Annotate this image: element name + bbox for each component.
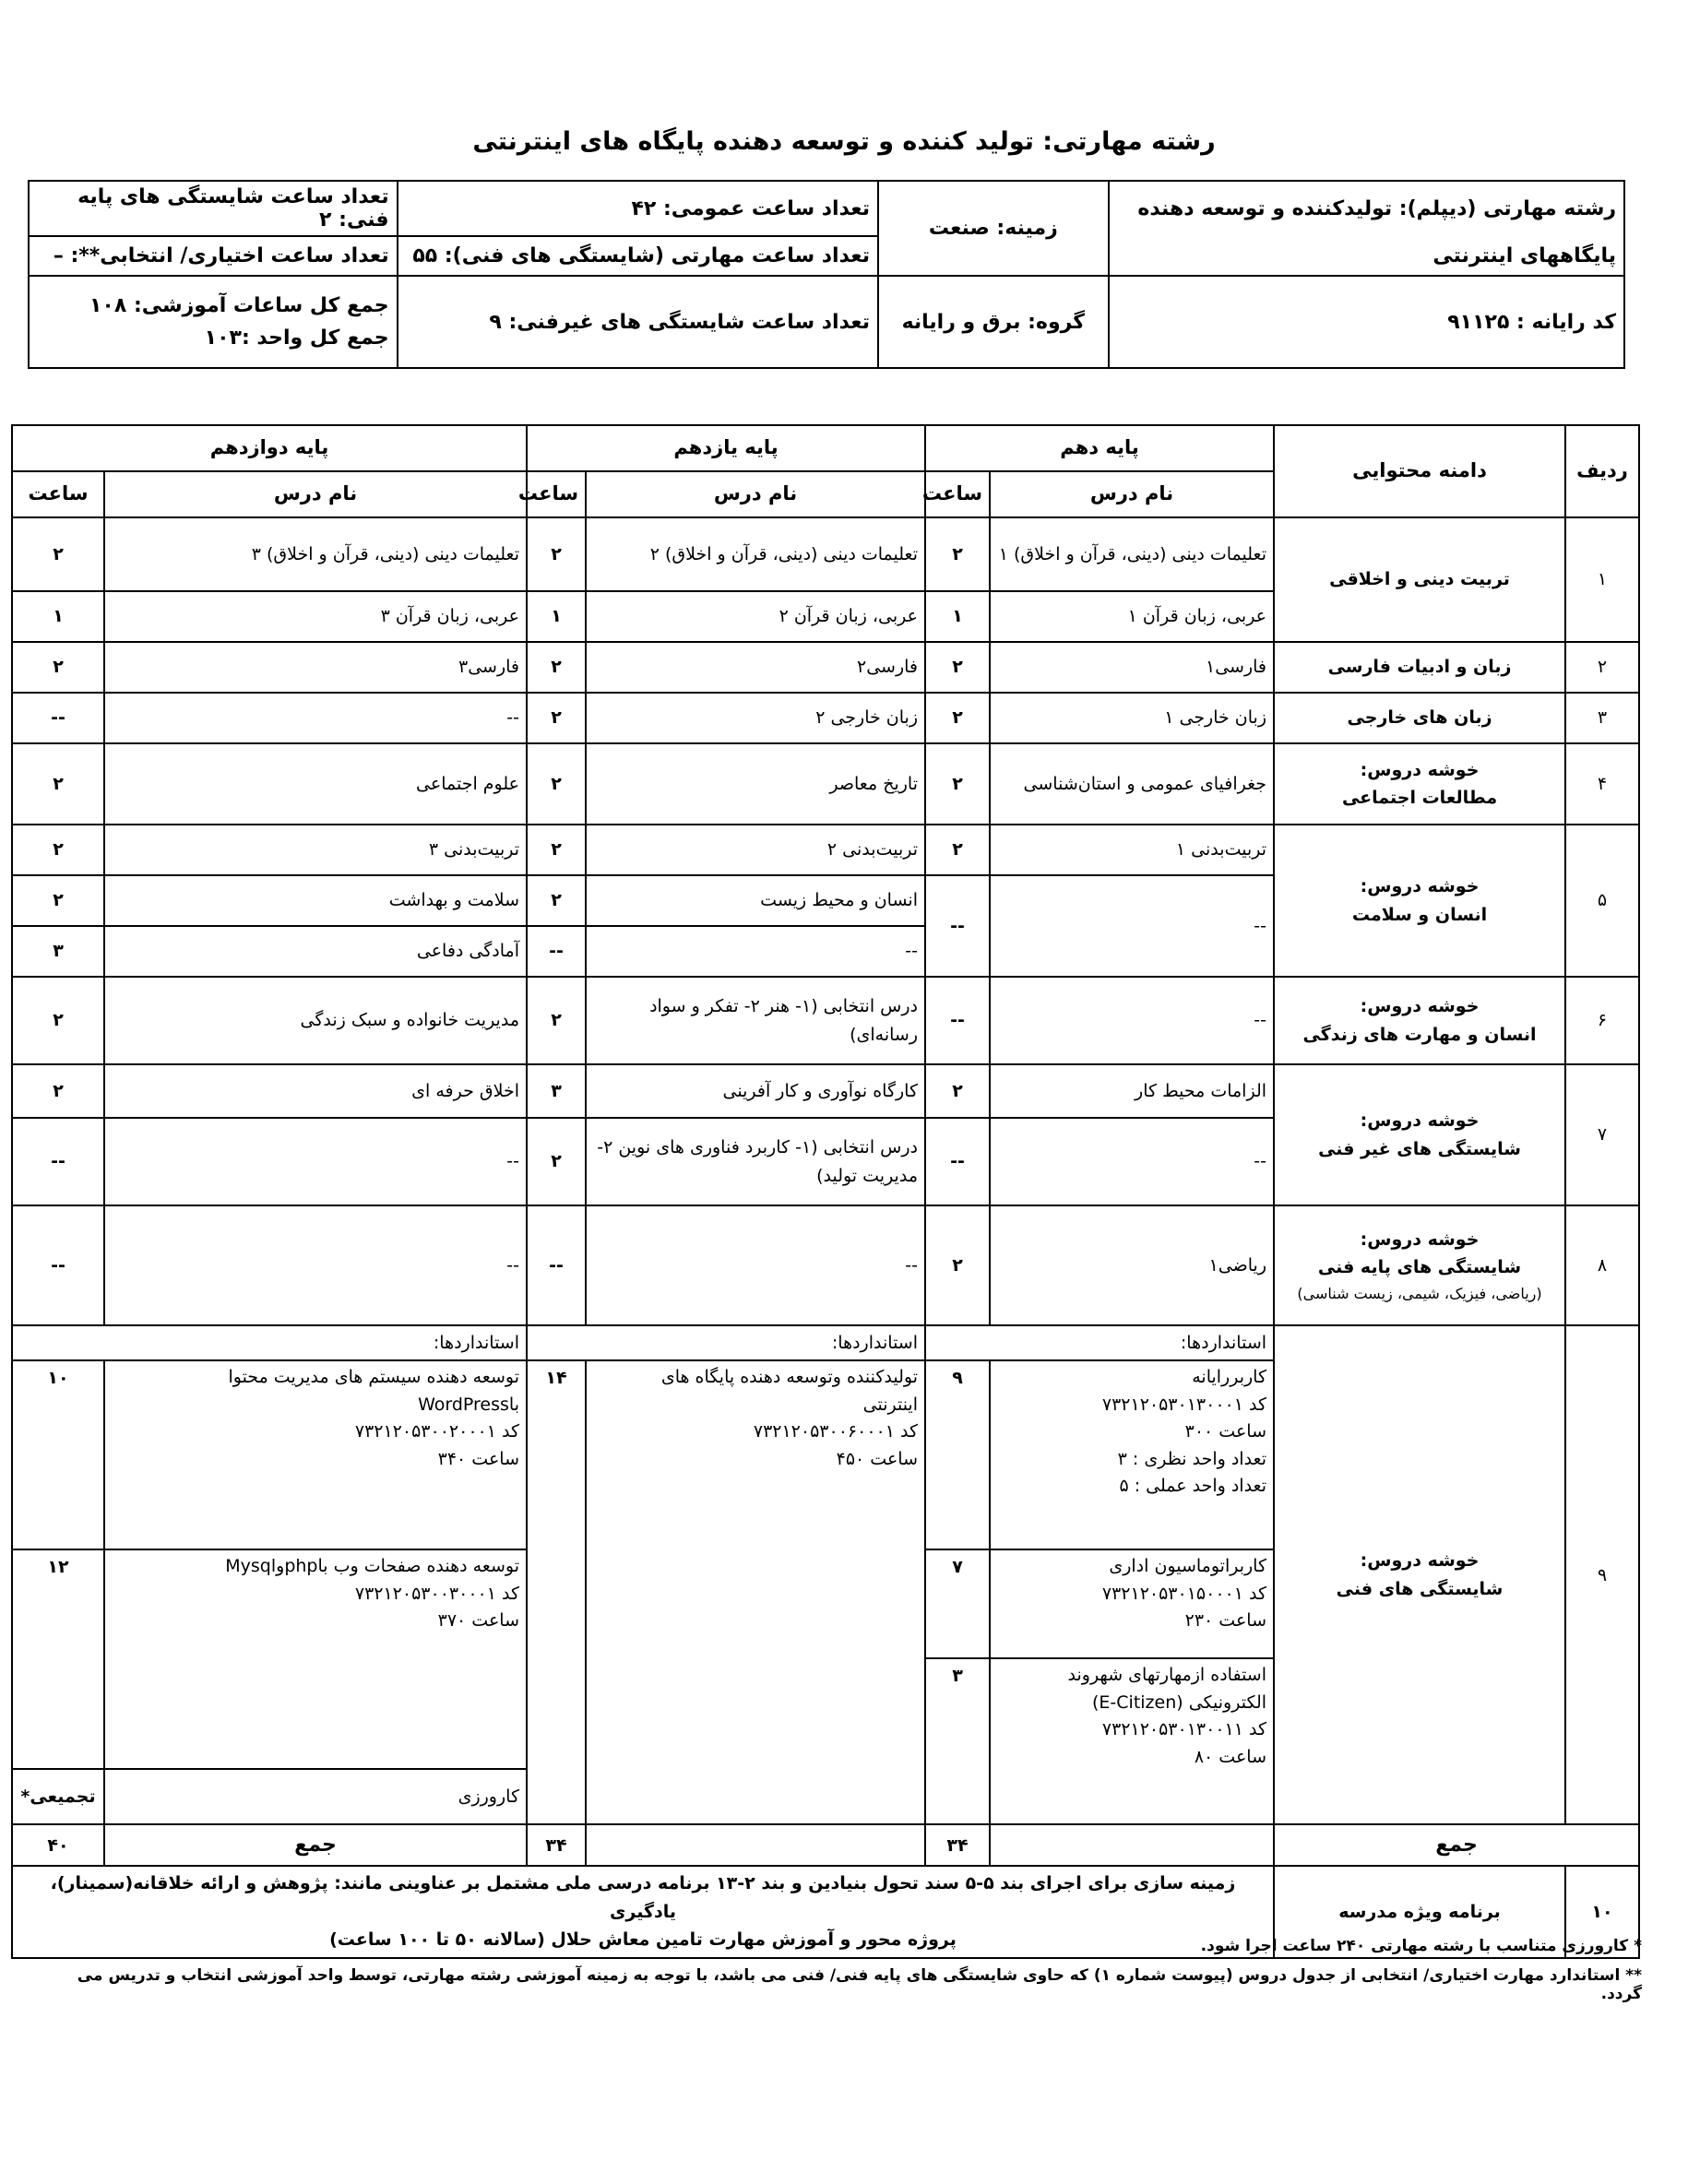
standards-label-11: استانداردها:: [527, 1325, 925, 1360]
header-grade12: پایه دوازدهم: [12, 425, 527, 471]
course-cell: درس انتخابی (۱- هنر ۲- تفکر و سواد رسانه‌ای): [586, 977, 925, 1064]
std-line: اینترنتی: [862, 1394, 918, 1415]
zamineh-cell: زمینه: صنعت: [878, 181, 1109, 276]
standard-cell: [586, 1360, 925, 1769]
course-cell: تربیت‌بدنی ۱: [990, 825, 1274, 875]
row-num: ۴: [1565, 743, 1639, 825]
course-cell: سلامت و بهداشت: [104, 875, 527, 926]
row-domain: [1274, 1325, 1565, 1824]
hours-cell: ۲: [925, 517, 990, 591]
std-line: ساعت ۲۳۰: [1184, 1610, 1267, 1632]
hours-cell: ۲: [925, 825, 990, 875]
std-line: کد ۷۳۲۱۲۰۵۳۰۱۵۰۰۰۱: [1101, 1583, 1267, 1604]
totals-empty-11: [586, 1824, 925, 1866]
row-num: ۷: [1565, 1064, 1639, 1205]
domain-line2: انسان و مهارت های زندگی: [1302, 1024, 1537, 1045]
course-cell: عربی، زبان قرآن ۱: [990, 591, 1274, 642]
hours-cell: ۱: [527, 591, 586, 642]
course-cell: الزامات محیط کار: [990, 1064, 1274, 1118]
total-units: جمع کل واحد :۱۰۳: [204, 326, 389, 350]
row-num: ۸: [1565, 1205, 1639, 1325]
hours-cell: --: [925, 1118, 990, 1205]
course-cell: فارسی۲: [586, 642, 925, 693]
row-num: ۵: [1565, 825, 1639, 977]
course-cell: عربی، زبان قرآن ۲: [586, 591, 925, 642]
course-cell: تربیت‌بدنی ۲: [586, 825, 925, 875]
general-hours: تعداد ساعت عمومی: ۴۲: [398, 181, 878, 236]
course-cell: --: [586, 1205, 925, 1325]
hours-cell: ۱۰: [12, 1360, 104, 1549]
course-cell: تعلیمات دینی (دینی، قرآن و اخلاق) ۲: [586, 517, 925, 591]
course-cell: زبان خارجی ۱: [990, 693, 1274, 743]
hours-cell: ۲: [925, 743, 990, 825]
total-training: جمع کل ساعات آموزشی: ۱۰۸: [89, 294, 389, 317]
header-hours-11: ساعت: [527, 471, 586, 517]
header-domain: دامنه محتوایی: [1274, 425, 1565, 517]
internship-cell: کارورزی: [104, 1769, 527, 1824]
course-cell: اخلاق حرفه ای: [104, 1064, 527, 1118]
hours-cell: --: [925, 875, 990, 977]
header-row-num: ردیف: [1565, 425, 1639, 517]
skill-hours: تعداد ساعت مهارتی (شایستگی های فنی): ۵۵: [398, 236, 878, 276]
std-line: استفاده ازمهارتهای شهروند: [1067, 1665, 1267, 1686]
row-num: ۲: [1565, 642, 1639, 693]
totals-empty-10: [990, 1824, 1274, 1866]
standard-cell: [990, 1360, 1274, 1549]
hours-cell: ۱: [12, 591, 104, 642]
std-line: کاربراتوماسیون اداری: [1109, 1556, 1267, 1577]
domain-line2: شایستگی های پایه فنی: [1317, 1257, 1522, 1278]
course-cell: --: [104, 1118, 527, 1205]
course-cell: فارسی۱: [990, 642, 1274, 693]
totals-row: [12, 1824, 1639, 1866]
row-domain: زبان و ادبیات فارسی: [1274, 642, 1565, 693]
hours-cell: --: [12, 1118, 104, 1205]
hours-cell: ۷: [925, 1549, 990, 1658]
row-domain: برنامه ویژه مدرسه: [1274, 1866, 1565, 1957]
page-title: رشته مهارتی: تولید کننده و توسعه دهنده پایگاه های اینترنتی: [472, 127, 1216, 156]
domain-line1: خوشه دروس:: [1360, 759, 1480, 780]
row-num: ۶: [1565, 977, 1639, 1064]
domain-line2: مطالعات اجتماعی: [1341, 788, 1498, 808]
course-cell: --: [104, 693, 527, 743]
domain-line1: خوشه دروس:: [1360, 876, 1480, 897]
standards-label-10: استانداردها:: [925, 1325, 1274, 1360]
standard-cell: [990, 1658, 1274, 1824]
row-num: ۱: [1565, 517, 1639, 642]
std-line: ساعت ۳۴۰: [437, 1448, 519, 1469]
table-row: [12, 825, 1639, 875]
totals-label: جمع: [1274, 1824, 1639, 1866]
row-domain: [1274, 977, 1565, 1064]
hours-cell: ۹: [925, 1360, 990, 1549]
hours-cell: ۲: [527, 642, 586, 693]
hours-cell: ۲: [527, 1118, 586, 1205]
group-cell: گروه: برق و رایانه: [878, 276, 1109, 368]
row-num: ۱۰: [1565, 1866, 1639, 1957]
std-line: تولیدکننده وتوسعه دهنده پایگاه های: [660, 1367, 918, 1388]
hours-cell: --: [527, 926, 586, 977]
std-line: ساعت ۸۰: [1194, 1746, 1267, 1767]
standard-cell: [104, 1549, 527, 1769]
course-cell: زبان خارجی ۲: [586, 693, 925, 743]
row-num: ۳: [1565, 693, 1639, 743]
code-cell: کد رایانه : ۹۱۱۲۵: [1109, 276, 1624, 368]
table-row: [12, 517, 1639, 591]
std-line: توسعه دهنده صفحات وب باphpوMysql: [225, 1556, 519, 1577]
domain-line1: خوشه دروس:: [1360, 1228, 1480, 1250]
course-cell: تعلیمات دینی (دینی، قرآن و اخلاق) ۱: [990, 517, 1274, 591]
internship-hours: تجمیعی*: [12, 1769, 104, 1824]
header-course-11: نام درس: [586, 471, 925, 517]
school-program-line2: پروژه محور و آموزش مهارت تامین معاش حلال (سالانه ۵۰ تا ۱۰۰ ساعت): [329, 1929, 957, 1951]
header-course-12: نام درس: [104, 471, 527, 517]
domain-line2: شایستگی های غیر فنی: [1318, 1138, 1521, 1159]
header-grade11: پایه یازدهم: [527, 425, 925, 471]
table-row: [12, 743, 1639, 825]
header-hours-10: ساعت: [925, 471, 990, 517]
hours-cell: ۲: [527, 825, 586, 875]
std-line: کاربررایانه: [1192, 1367, 1267, 1388]
std-line: تعداد واحد عملی : ۵: [1119, 1476, 1267, 1497]
table-row: [12, 693, 1639, 743]
std-line: ساعت ۳۰۰: [1184, 1421, 1267, 1442]
course-cell: فارسی۳: [104, 642, 527, 693]
table-row: [12, 1205, 1639, 1325]
course-cell: --: [586, 926, 925, 977]
table-row: [12, 642, 1639, 693]
row-domain: [1274, 1064, 1565, 1205]
school-program-line1: زمینه سازی برای اجرای بند ۵-۵ سند تحول بنیادین و بند ۲-۱۳ برنامه درسی ملی مشتمل بر عناوینی مانند: پژوهش و ارائه خلاقانه(سمینار)، یادگیری: [50, 1873, 1236, 1922]
hours-cell: --: [12, 693, 104, 743]
course-cell: جغرافیای عمومی و استان‌شناسی: [990, 743, 1274, 825]
info-table: [28, 180, 1625, 369]
hours-cell: ۲: [527, 743, 586, 825]
empty-cell: [586, 1769, 925, 1824]
course-cell: کارگاه نوآوری و کار آفرینی: [586, 1064, 925, 1118]
domain-line1: خوشه دروس:: [1360, 996, 1480, 1017]
standards-label-12: استانداردها:: [12, 1325, 527, 1360]
hours-cell: ۲: [527, 977, 586, 1064]
hours-cell: ۲: [12, 977, 104, 1064]
hours-cell: ۳: [925, 1658, 990, 1824]
hours-cell: --: [925, 977, 990, 1064]
standard-cell: [990, 1549, 1274, 1658]
std-line: باWordPress: [418, 1394, 519, 1415]
header-hours-12: ساعت: [12, 471, 104, 517]
std-line: توسعه دهنده سیستم های مدیریت محتوا: [228, 1367, 519, 1388]
std-line: کد ۷۳۲۱۲۰۵۳۰۰۲۰۰۰۱: [354, 1421, 519, 1442]
hours-cell: ۳: [12, 926, 104, 977]
hours-cell: ۱۴: [527, 1360, 586, 1824]
domain-line1: خوشه دروس:: [1360, 1550, 1480, 1572]
hours-cell: ۲: [925, 1064, 990, 1118]
hours-cell: ۲: [925, 642, 990, 693]
course-cell: --: [990, 875, 1274, 977]
hours-cell: ۲: [12, 743, 104, 825]
hours-cell: ۲: [12, 825, 104, 875]
row-domain: [1274, 743, 1565, 825]
domain-line3: (ریاضی، فیزیک، شیمی، زیست شناسی): [1297, 1284, 1542, 1302]
hours-cell: ۲: [925, 1205, 990, 1325]
hours-cell: ۲: [12, 875, 104, 926]
hours-cell: ۱: [925, 591, 990, 642]
std-line: ساعت ۳۷۰: [437, 1610, 519, 1632]
row-domain: [1274, 1205, 1565, 1325]
course-cell: --: [990, 977, 1274, 1064]
nontech-hours: تعداد ساعت شایستگی های غیرفنی: ۹: [398, 276, 878, 368]
hours-cell: ۳: [527, 1064, 586, 1118]
std-line: کد ۷۳۲۱۲۰۵۳۰۱۳۰۰۰۱: [1101, 1394, 1267, 1415]
row-domain: [1274, 825, 1565, 977]
course-cell: درس انتخابی (۱- کاربرد فناوری های نوین ۲-مدیریت تولید): [586, 1118, 925, 1205]
std-line: کد ۷۳۲۱۲۰۵۳۰۰۶۰۰۰۱: [753, 1421, 918, 1442]
curriculum-table: [11, 424, 1640, 1959]
row-domain: زبان های خارجی: [1274, 693, 1565, 743]
domain-line2: شایستگی های فنی: [1336, 1578, 1504, 1599]
std-line: تعداد واحد نظری : ۳: [1117, 1448, 1267, 1469]
course-cell: مدیریت خانواده و سبک زندگی: [104, 977, 527, 1064]
totals-label-12: جمع: [104, 1824, 527, 1866]
totals-hours-12: ۴۰: [12, 1824, 104, 1866]
hours-cell: ۱۲: [12, 1549, 104, 1769]
field-name-cell: [1109, 181, 1624, 236]
hours-cell: ۲: [527, 693, 586, 743]
hours-cell: --: [527, 1205, 586, 1325]
footnote-1: * کارورزی متناسب با رشته مهارتی ۲۴۰ ساعت اجرا شود.: [1200, 1937, 1642, 1955]
std-line: ساعت ۴۵۰: [836, 1448, 918, 1469]
hours-cell: ۲: [12, 517, 104, 591]
table-row: [12, 1064, 1639, 1118]
course-cell: --: [990, 1118, 1274, 1205]
hours-cell: ۲: [527, 517, 586, 591]
row-num: ۹: [1565, 1325, 1639, 1824]
course-cell: تربیت‌بدنی ۳: [104, 825, 527, 875]
hours-cell: --: [12, 1205, 104, 1325]
table-row: [12, 977, 1639, 1064]
course-cell: ریاضی۱: [990, 1205, 1274, 1325]
footnote-2: ** استاندارد مهارت اختیاری/ انتخابی از جدول دروس (پیوست شماره ۱) که حاوی شایستگی های پایه فنی/ فنی می باشد، با توجه به زمینه آموزشی رشته مهارتی، توسط واحد آموزشی انتخاب و تدریس می گردد.: [77, 1966, 1642, 2003]
standard-cell: [104, 1360, 527, 1549]
field-name-line1: رشته مهارتی (دیپلم): تولیدکننده و توسعه دهنده: [1137, 197, 1616, 220]
hours-cell: ۲: [12, 1064, 104, 1118]
domain-line1: خوشه دروس:: [1360, 1110, 1480, 1132]
hours-cell: ۲: [527, 875, 586, 926]
header-course-10: نام درس: [990, 471, 1274, 517]
totals-cell: [29, 276, 398, 368]
hours-cell: ۲: [925, 693, 990, 743]
domain-line2: انسان و سلامت: [1351, 904, 1488, 925]
row-domain: تربیت دینی و اخلاقی: [1274, 517, 1565, 642]
course-cell: عربی، زبان قرآن ۳: [104, 591, 527, 642]
std-line: کد ۷۳۲۱۲۰۵۳۰۰۳۰۰۰۱: [354, 1583, 519, 1604]
elective-hours: تعداد ساعت اختیاری/ انتخابی**: –: [29, 236, 398, 276]
course-cell: تعلیمات دینی (دینی، قرآن و اخلاق) ۳: [104, 517, 527, 591]
field-name-line2: پایگاههای اینترنتی: [1109, 236, 1624, 276]
totals-hours-10: ۳۴: [925, 1824, 990, 1866]
totals-hours-11: ۳۴: [527, 1824, 586, 1866]
std-line: الکترونیکی (E-Citizen): [1091, 1691, 1267, 1713]
course-cell: --: [104, 1205, 527, 1325]
hours-cell: ۲: [12, 642, 104, 693]
course-cell: انسان و محیط زیست: [586, 875, 925, 926]
course-cell: آمادگی دفاعی: [104, 926, 527, 977]
course-cell: تاریخ معاصر: [586, 743, 925, 825]
header-grade10: پایه دهم: [925, 425, 1274, 471]
course-cell: علوم اجتماعی: [104, 743, 527, 825]
base-tech-hours: تعداد ساعت شایستگی های پایه فنی: ۲: [29, 181, 398, 236]
std-line: کد ۷۳۲۱۲۰۵۳۰۱۳۰۰۱۱: [1101, 1719, 1267, 1740]
table-row: [12, 1325, 1639, 1360]
